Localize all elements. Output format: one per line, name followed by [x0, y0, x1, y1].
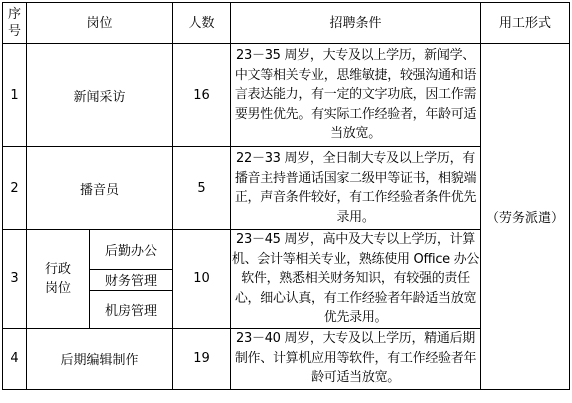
row-seq: 1	[3, 44, 27, 147]
header-seq	[3, 3, 27, 44]
table-row	[3, 44, 570, 147]
row-requirements: 22－33 周岁，全日制大专及以上学历，有播音主持普通话国家二级甲等证书，相貌端正，声音条件较好，有工作经验者条件优先录用。	[231, 147, 481, 230]
header-row	[3, 3, 570, 44]
header-seq-label: 序号	[7, 7, 21, 39]
sub-position: 后勤办公	[90, 230, 173, 270]
row-seq: 2	[3, 147, 27, 230]
position-group-label: 行政岗位	[44, 261, 71, 296]
row-position: 新闻采访	[27, 44, 173, 147]
row-requirements: 23－35 周岁，大专及以上学历，新闻学、中文等相关专业，思维敏捷，较强沟通和语言表达能力，有一定的文字功底，因工作需要男性优先。有实际工作经验者，年龄可适当放宽。	[231, 44, 481, 147]
sub-position: 财务管理	[90, 269, 173, 290]
row-position: 播音员	[27, 147, 173, 230]
employment-type-cell: （劳务派遣）	[481, 44, 570, 390]
row-position: 后期编辑制作	[27, 328, 173, 389]
header-requirements: 招聘条件	[231, 3, 481, 44]
row-count: 5	[173, 147, 231, 230]
row-count: 19	[173, 328, 231, 389]
sub-position: 机房管理	[90, 290, 173, 328]
header-employment-type: 用工形式	[481, 3, 570, 44]
row-position-group	[27, 230, 90, 329]
row-requirements: 23－45 周岁，高中及大专以上学历，计算机、会计等相关专业，熟练使用 Office 办公软件，熟悉相关财务知识，有较强的责任心，细心认真，有工作经验者年龄适当放宽优先录用。	[231, 230, 481, 329]
row-seq: 4	[3, 328, 27, 389]
recruitment-table	[2, 2, 570, 390]
row-count: 10	[173, 230, 231, 329]
row-count: 16	[173, 44, 231, 147]
header-position: 岗位	[27, 3, 173, 44]
row-requirements: 23－40 周岁，大专及以上学历，精通后期制作、计算机应用等软件，有工作经验者年龄可适当放宽。	[231, 328, 481, 389]
header-count: 人数	[173, 3, 231, 44]
row-seq: 3	[3, 230, 27, 329]
